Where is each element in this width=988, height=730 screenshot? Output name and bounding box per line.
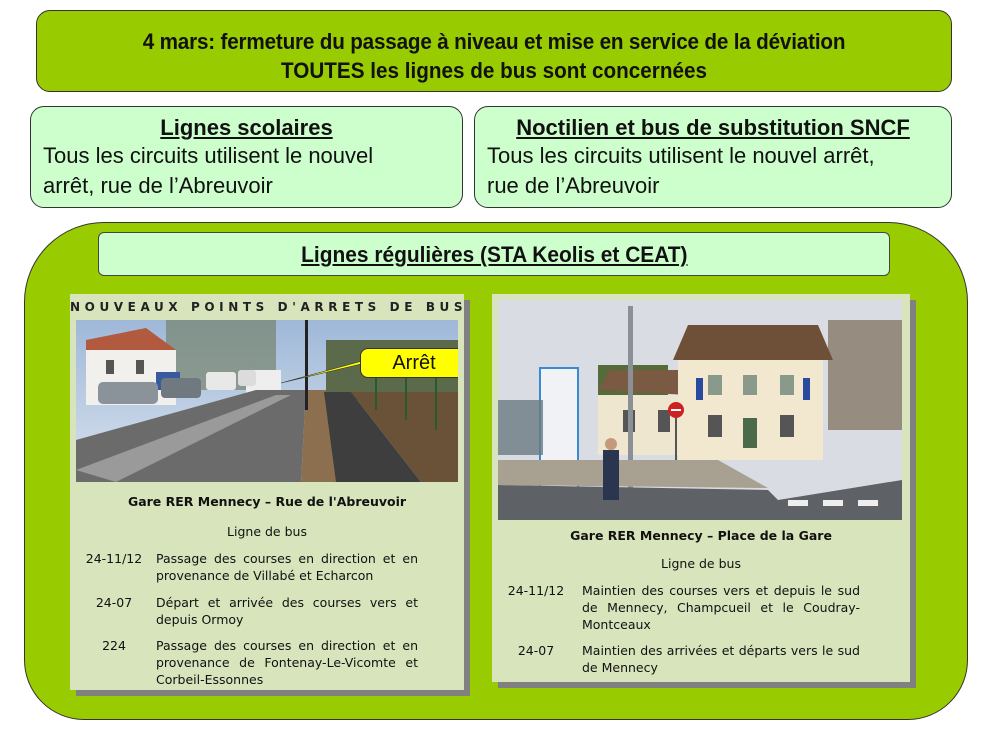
noctilien-text-2: rue de l’Abreuvoir — [487, 173, 660, 198]
line-description: Départ et arrivée des courses vers et depuis Ormoy — [156, 595, 418, 627]
noctilien-box — [474, 106, 952, 208]
line-description: Maintien des courses vers et depuis le sud de Mennecy, Champcueil et le Coudray-Montceaux — [582, 583, 860, 632]
school-lines-text-1: Tous les circuits utilisent le nouvel — [43, 143, 374, 168]
station-photo-image — [498, 300, 902, 520]
line-code: 24-11/12 — [85, 551, 143, 566]
bus-line-label: Ligne de bus — [661, 556, 741, 571]
noctilien-title: Noctilien et bus de substitution SNCF — [516, 115, 910, 140]
card-header: NOUVEAUX POINTS D'ARRETS DE BUS — [70, 300, 468, 314]
new-stop-card-abreuvoir — [70, 294, 468, 690]
bus-line-label: Ligne de bus — [227, 524, 307, 539]
line-code: 224 — [102, 638, 126, 653]
school-lines-text-2: arrêt, rue de l’Abreuvoir — [43, 173, 273, 198]
line-description: Maintien des arrivées et départs vers le sud de Mennecy — [582, 643, 860, 675]
regular-lines-title — [98, 232, 890, 276]
line-code: 24-11/12 — [507, 583, 565, 598]
line-description: Passage des courses en direction et en provenance de Fontenay-Le-Vicomte et Corbeil-Essonnes — [156, 638, 418, 687]
card-subtitle: Gare RER Mennecy – Place de la Gare — [570, 528, 832, 543]
regular-lines-title-text: Lignes régulières (STA Keolis et CEAT) — [300, 242, 688, 267]
card-subtitle: Gare RER Mennecy – Rue de l'Abreuvoir — [127, 494, 407, 509]
station-photo — [498, 300, 902, 520]
noctilien-text — [475, 141, 951, 201]
line-code: 24-07 — [95, 595, 133, 610]
line-description: Passage des courses en direction et en provenance de Villabé et Echarcon — [156, 551, 418, 583]
announcement-banner — [36, 10, 952, 92]
street-photo — [76, 320, 458, 482]
school-lines-title: Lignes scolaires — [160, 115, 333, 140]
school-lines-text — [31, 141, 462, 201]
banner-line-2: TOUTES les lignes de bus sont concernées — [281, 58, 707, 83]
school-lines-box — [30, 106, 463, 208]
street-photo-image — [76, 320, 458, 482]
stop-callout: Arrêt — [360, 348, 458, 378]
stop-card-place-de-la-gare — [492, 294, 910, 682]
banner-line-1: 4 mars: fermeture du passage à niveau et mise en service de la déviation — [142, 29, 846, 54]
noctilien-text-1: Tous les circuits utilisent le nouvel arrêt, — [487, 143, 875, 168]
line-code: 24-07 — [517, 643, 555, 658]
